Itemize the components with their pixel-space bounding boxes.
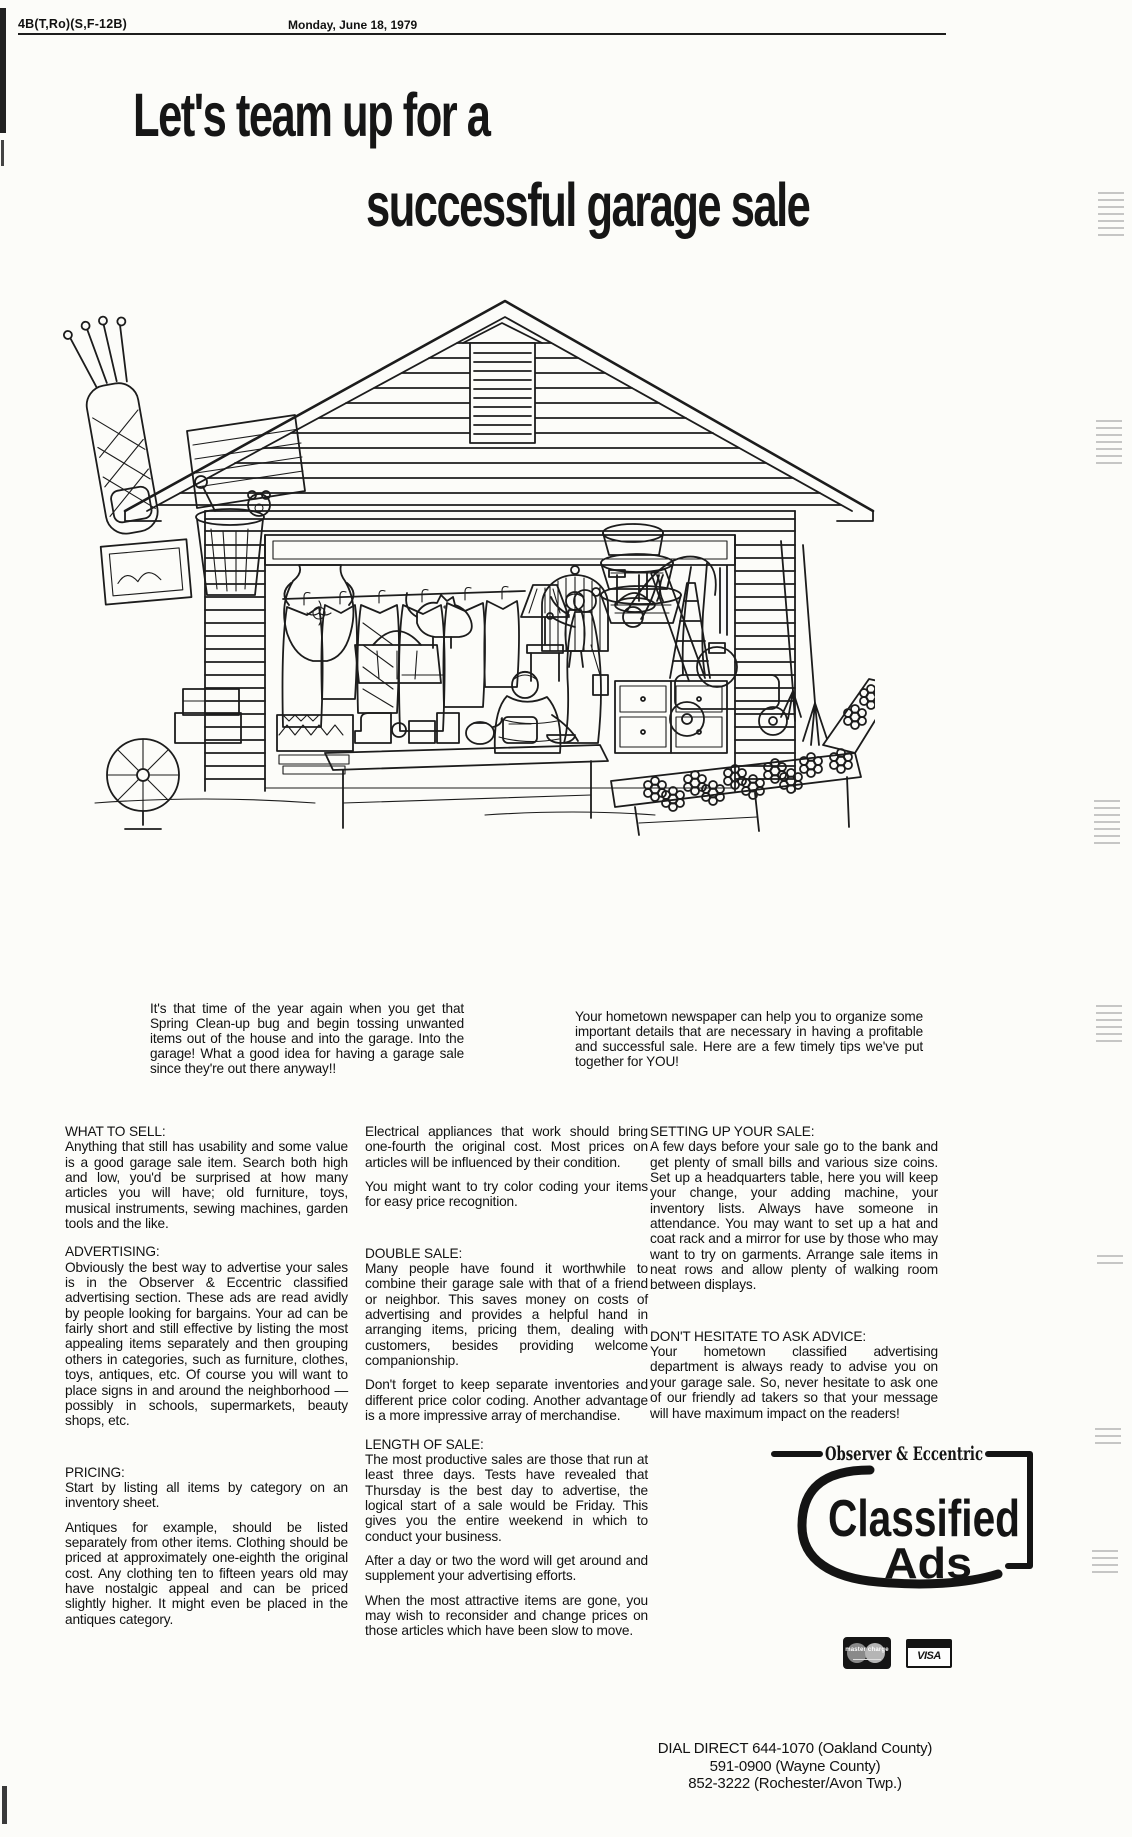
clothes-rack bbox=[283, 587, 526, 732]
section-what-to-sell bbox=[65, 1124, 348, 1231]
gable-vent bbox=[463, 323, 542, 443]
headline-line1: Let's team up for a bbox=[133, 81, 490, 150]
logo-brand: Observer & Eccentric bbox=[825, 1443, 983, 1465]
golf-bag bbox=[62, 313, 162, 539]
print-artifact bbox=[1095, 1428, 1121, 1444]
body-paragraph: Obviously the best way to advertise your sales is in the Observer & Eccentric classified advertising section. These ads are read avidly by people looking for bargains. Your ad can be fairly short and still effective by listing the most appealing items separately and then grouping others in categories, such as furniture, clothes, toys, antiques, etc. Of course you will want to place signs in and around the neighborhood — possibly in schools, supermarkets, beauty shops, etc. bbox=[65, 1259, 348, 1429]
section-ask-advice bbox=[650, 1329, 938, 1421]
section-heading: DOUBLE SALE: bbox=[365, 1245, 463, 1261]
print-artifact bbox=[1097, 1255, 1123, 1269]
intro-paragraph-right: Your hometown newspaper can help you to organize some important details that are necessary in having a profitable and successful sale. Here are a few timely tips we've put together for YOU! bbox=[575, 1009, 923, 1069]
section-heading: DON'T HESITATE TO ASK ADVICE: bbox=[650, 1328, 867, 1344]
phone-line-rochester: 852-3222 (Rochester/Avon Twp.) bbox=[688, 1775, 902, 1793]
classified-ads-logo bbox=[752, 1436, 1052, 1598]
print-artifact bbox=[1, 140, 4, 166]
body-paragraph: Many people have found it worthwhile to combine their garage sale with that of a friend or neighbor. This saves money on costs of advertising and provides a helpful hand in arranging items, pricing them, dealing with customers, besides providing welcome companionship. bbox=[365, 1261, 648, 1369]
print-artifact bbox=[2, 1786, 7, 1824]
ground-line bbox=[95, 799, 655, 815]
edition-label: 4B(T,Ro)(S,F-12B) bbox=[18, 17, 127, 31]
ceramic-jug bbox=[284, 565, 353, 661]
logo-graphic bbox=[752, 1436, 1052, 1598]
boxes bbox=[175, 689, 241, 743]
print-artifact bbox=[1096, 1005, 1122, 1045]
phone-line-oakland: DIAL DIRECT 644-1070 (Oakland County) bbox=[657, 1740, 933, 1757]
body-paragraph: A few days before your sale go to the bank and get plenty of small bills and various size coins. Set up a headquarters table, here you will keep your change, your adding machine, your inventory lists. Always have someone in attendance. You may want to set up a hat and coat rack and a mirror for use by those who may want to try on garments. Arrange sale items in neat rows and allow plenty of walking room between displays. bbox=[650, 1139, 938, 1293]
visa-label: VISA bbox=[917, 1650, 941, 1662]
section-advertising bbox=[65, 1244, 348, 1428]
masthead-rule bbox=[18, 33, 946, 35]
section-heading: WHAT TO SELL: bbox=[65, 1124, 166, 1139]
logo-word-classified: Classified bbox=[828, 1490, 1020, 1548]
body-paragraph: Start by listing all items by category on an inventory sheet. bbox=[65, 1479, 348, 1511]
right-pier-siding bbox=[735, 545, 795, 779]
slatted-crate bbox=[187, 415, 305, 508]
section-appliances bbox=[365, 1124, 648, 1210]
electric-fan bbox=[107, 739, 179, 829]
print-artifact bbox=[1092, 1550, 1118, 1576]
section-double-sale bbox=[365, 1246, 648, 1424]
phone-line-wayne: 591-0900 (Wayne County) bbox=[709, 1757, 881, 1775]
section-heading: PRICING: bbox=[65, 1464, 125, 1480]
garage-sale-illustration bbox=[55, 283, 875, 843]
section-heading: LENGTH OF SALE: bbox=[365, 1436, 484, 1452]
logo-word-ads: Ads bbox=[884, 1539, 972, 1588]
column-1 bbox=[65, 1124, 348, 1627]
master-charge-line bbox=[853, 1659, 881, 1660]
headline-line2: successful garage sale bbox=[366, 171, 810, 240]
lawn-mower bbox=[651, 569, 787, 736]
visa-top-band bbox=[908, 1641, 950, 1648]
print-artifact bbox=[0, 8, 6, 133]
body-paragraph: You might want to try color coding your items for easy price recognition. bbox=[365, 1179, 648, 1210]
folded-blanket bbox=[277, 715, 353, 774]
table-lamp bbox=[521, 585, 569, 681]
baskets bbox=[601, 524, 681, 623]
contact-block bbox=[565, 1740, 1025, 1793]
print-artifact bbox=[1094, 800, 1120, 844]
body-paragraph: Antiques for example, should be listed separately from other items. Clothing should be priced at approximately one-eighth the original cost. Any clothing ten to fifteen years old may have nostalgic appeal and can be priced slightly higher. It might even be placed in the antiques category. bbox=[65, 1519, 348, 1627]
print-artifact bbox=[1096, 420, 1122, 464]
visa-card-icon bbox=[906, 1639, 952, 1668]
print-artifact bbox=[1098, 192, 1124, 238]
intro-paragraph-left: It's that time of the year again when you get that Spring Clean-up bug and begin tossing unwanted items out of the house and into the garage. Into the garage! What a good idea for having a garage sale since they're out there anyway!! bbox=[150, 1001, 464, 1076]
body-paragraph: Your hometown classified advertising department is always ready to advise you on your garage sale. So, never hesitate to ask one of our friendly ad takers so that your message will have maximum impact on the readers! bbox=[650, 1344, 938, 1421]
body-paragraph: Don't forget to keep separate inventories and different price color coding. Another advantage is a more impressive array of merchandise. bbox=[365, 1377, 648, 1424]
body-paragraph: The most productive sales are those that run at least three days. Tests have revealed that Thursday is the best day to advertise, the logical start of a sale would be Friday. This gives you the entire weekend in which to conduct your business. bbox=[365, 1451, 648, 1544]
garage-sale-drawing bbox=[55, 283, 875, 843]
column-2 bbox=[365, 1124, 648, 1639]
chaise-lounge bbox=[611, 679, 875, 835]
section-heading: SETTING UP YOUR SALE: bbox=[650, 1124, 815, 1139]
birdcage bbox=[542, 566, 608, 651]
picture-frame bbox=[101, 539, 192, 604]
body-paragraph: When the most attractive items are gone, you may wish to reconsider and change prices on those articles which have been slow to move. bbox=[365, 1592, 648, 1639]
woman-figure bbox=[547, 588, 608, 743]
section-pricing bbox=[65, 1465, 348, 1627]
section-setting-up bbox=[650, 1124, 938, 1293]
master-charge-circle-left bbox=[847, 1643, 867, 1663]
section-heading: ADVERTISING: bbox=[65, 1244, 160, 1260]
column-3 bbox=[650, 1124, 938, 1421]
master-charge-card-icon bbox=[843, 1637, 891, 1669]
master-charge-circle-right bbox=[865, 1643, 885, 1663]
masthead-date: Monday, June 18, 1979 bbox=[288, 18, 418, 32]
sale-table bbox=[325, 713, 608, 828]
master-charge-label: master charge bbox=[845, 1647, 889, 1653]
body-paragraph: Anything that still has usability and some value is a good garage sale item. Search both high and low, you'd be surprised at how many articles you will have; old furniture, toys, musical instruments, sewing machines, garden tools and the like. bbox=[65, 1139, 348, 1232]
body-paragraph: After a day or two the word will get around and supplement your advertising efforts. bbox=[365, 1552, 648, 1584]
body-paragraph: Electrical appliances that work should bring one-fourth the original cost. Most prices on articles will be influenced by their condition. bbox=[365, 1124, 648, 1170]
section-length-of-sale bbox=[365, 1437, 648, 1639]
